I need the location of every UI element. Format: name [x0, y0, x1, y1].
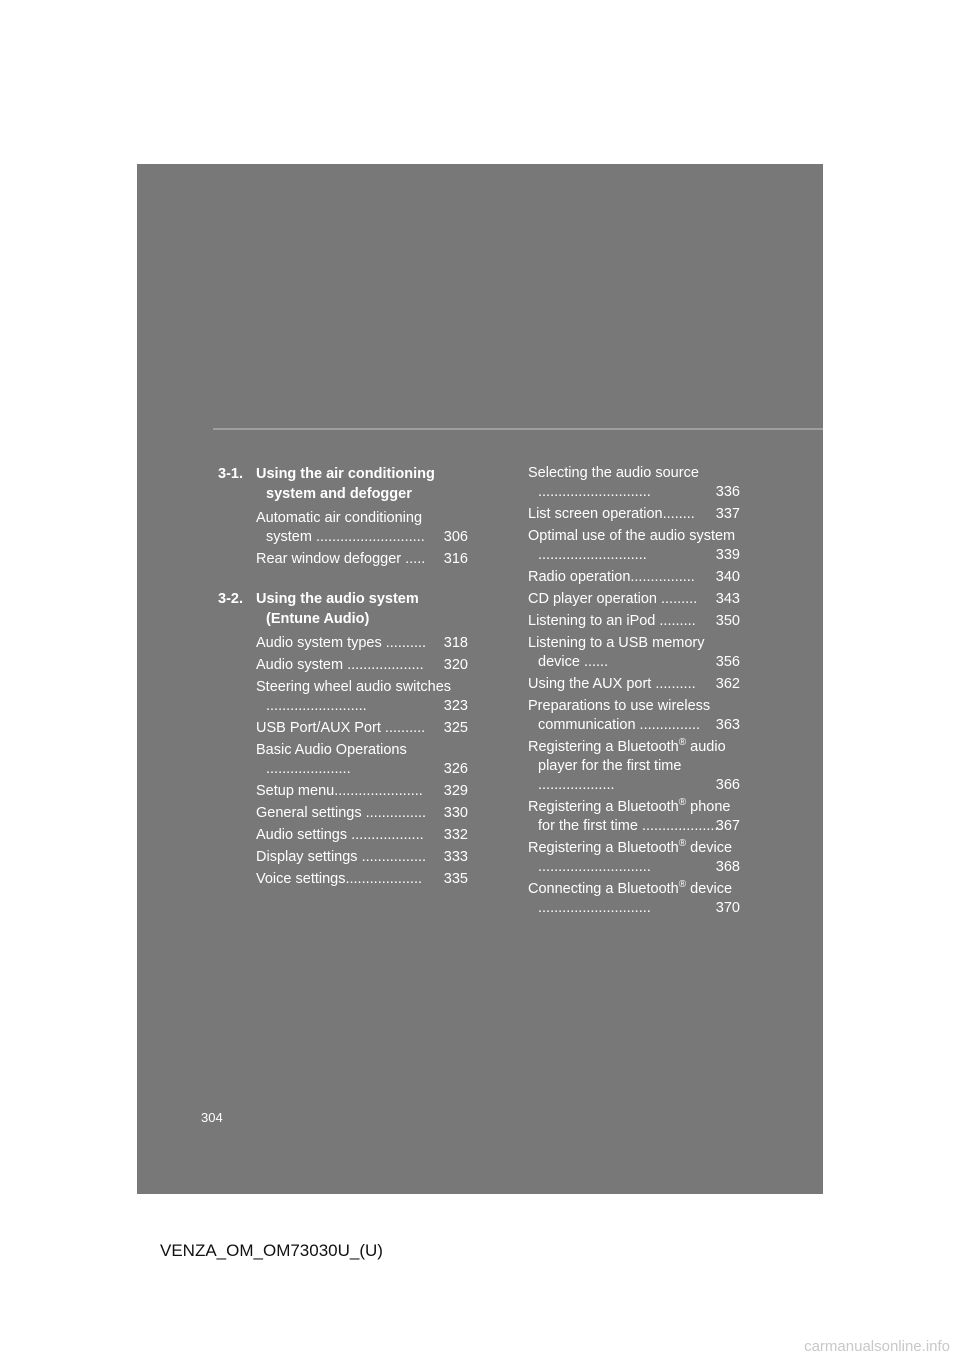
registered-mark: ®: [678, 737, 687, 749]
page-ref: 366: [715, 777, 740, 793]
toc-entry[interactable]: General settings ............... 330: [256, 805, 468, 821]
toc-entry[interactable]: Display settings ................ 333: [256, 849, 468, 865]
toc-entry[interactable]: Connecting a Bluetooth® device ............................ 370: [528, 879, 740, 916]
toc-entry[interactable]: Basic Audio Operations ..................... 326: [256, 742, 468, 777]
toc-left-column: [218, 464, 468, 909]
toc-entry[interactable]: Listening to an iPod ......... 350: [528, 613, 740, 629]
page-ref: 337: [715, 506, 740, 522]
section-title: Using the air conditioning system and defogger: [256, 466, 435, 502]
page-ref: 332: [443, 827, 468, 843]
toc-right-column: [528, 464, 740, 921]
toc-entry[interactable]: List screen operation........ 337: [528, 506, 740, 522]
registered-mark: ®: [678, 879, 687, 891]
toc-entry[interactable]: Radio operation................ 340: [528, 569, 740, 585]
page-ref: 325: [443, 720, 468, 736]
registered-mark: ®: [678, 838, 687, 850]
page-ref: 318: [443, 635, 468, 651]
toc-entry[interactable]: Audio settings .................. 332: [256, 827, 468, 843]
page-number: 304: [201, 1110, 223, 1125]
page-ref: 343: [715, 591, 740, 607]
toc-entry[interactable]: Optimal use of the audio system ........................... 339: [528, 528, 740, 563]
page-ref: 326: [443, 761, 468, 777]
section-number: 3-1.: [218, 466, 243, 482]
toc-entry[interactable]: Registering a Bluetooth® phone for the first time ................... 367: [528, 797, 740, 834]
toc-entry[interactable]: USB Port/AUX Port .......... 325: [256, 720, 468, 736]
registered-mark: ®: [678, 797, 687, 809]
section-number: 3-2.: [218, 591, 243, 607]
toc-entry[interactable]: CD player operation ......... 343: [528, 591, 740, 607]
page-ref: 340: [715, 569, 740, 585]
page-ref: 330: [443, 805, 468, 821]
page-ref: 323: [443, 698, 468, 714]
toc-entry[interactable]: Rear window defogger ..... 316: [256, 551, 468, 567]
page-ref: 370: [715, 900, 740, 916]
page-ref: 362: [715, 676, 740, 692]
toc-entry[interactable]: Audio system ................... 320: [256, 657, 468, 673]
page-ref: 350: [715, 613, 740, 629]
toc-entry[interactable]: Listening to a USB memory device ...... 356: [528, 635, 740, 670]
page-ref: 368: [715, 859, 740, 875]
toc-entry[interactable]: Registering a Bluetooth® device ............................ 368: [528, 838, 740, 875]
page-ref: 363: [715, 717, 740, 733]
toc-entry[interactable]: Selecting the audio source ............................ 336: [528, 465, 740, 500]
toc-entry[interactable]: Preparations to use wireless communication ............... 363: [528, 698, 740, 733]
toc-entry[interactable]: Setup menu...................... 329: [256, 783, 468, 799]
document-code: VENZA_OM_OM73030U_(U): [160, 1241, 383, 1260]
toc-section: [218, 589, 468, 889]
page-ref: 335: [443, 871, 468, 887]
toc-entry[interactable]: Registering a Bluetooth® audio player for the first time ................... 366: [528, 737, 740, 793]
page-ref: 306: [443, 529, 468, 545]
toc-entry[interactable]: Steering wheel audio switches ......................... 323: [256, 679, 468, 714]
toc-entry[interactable]: Automatic air conditioning system ........................... 306: [256, 510, 468, 545]
page-ref: 339: [715, 547, 740, 563]
page-ref: 316: [443, 551, 468, 567]
page-ref: 356: [715, 654, 740, 670]
toc-section: [218, 464, 468, 569]
page-ref: 367: [715, 818, 740, 834]
section-title: Using the audio system (Entune Audio): [256, 591, 419, 627]
page-ref: 336: [715, 484, 740, 500]
watermark: carmanualsonline.info: [804, 1338, 950, 1355]
header-divider: [213, 428, 823, 430]
toc-entry[interactable]: Using the AUX port .......... 362: [528, 676, 740, 692]
page-ref: 329: [443, 783, 468, 799]
page-ref: 320: [443, 657, 468, 673]
toc-entry[interactable]: Audio system types .......... 318: [256, 635, 468, 651]
toc-entry[interactable]: Voice settings................... 335: [256, 871, 468, 887]
page-ref: 333: [443, 849, 468, 865]
